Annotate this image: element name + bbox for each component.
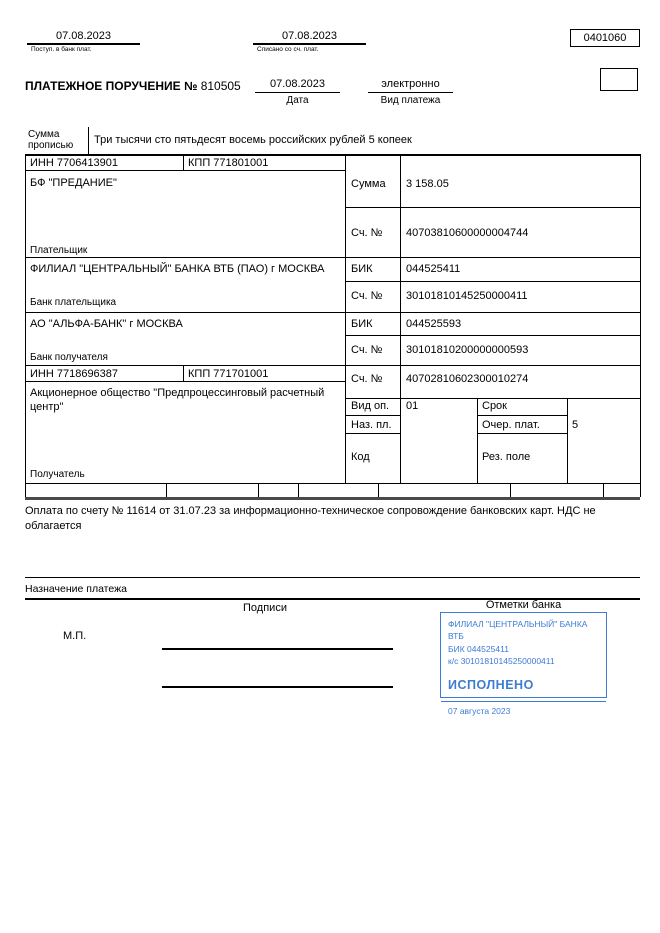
table-border [477, 415, 567, 416]
table-border [477, 433, 567, 434]
payer-bank-bik: 044525411 [406, 263, 461, 275]
stamp-corr-account: к/с 30101810145250000411 [448, 655, 555, 666]
date-debited-field [253, 30, 366, 53]
table-border [25, 257, 640, 258]
document-title-label: ПЛАТЕЖНОЕ ПОРУЧЕНИЕ № [25, 79, 198, 93]
table-border [345, 398, 640, 399]
form-code: 0401060 [583, 32, 627, 44]
payer-bank-bik-label: БИК [351, 263, 373, 275]
payee-bank-name: АО "АЛЬФА-БАНК" г МОСКВА [30, 318, 183, 330]
table-border [345, 415, 400, 416]
payer-name: БФ "ПРЕДАНИЕ" [30, 177, 117, 189]
payer-account: 40703810600000004744 [406, 227, 529, 239]
divider [477, 398, 478, 483]
payee-bank-account-label: Сч. № [351, 344, 383, 356]
document-title [25, 80, 241, 94]
bank-stamp [440, 612, 607, 717]
purpose-code-label: Наз. пл. [351, 419, 392, 431]
form-code-box [570, 29, 640, 47]
tax-field-divider [378, 483, 379, 497]
payee-kpp: КПП 771701001 [188, 368, 269, 380]
payer-kpp: КПП 771801001 [188, 157, 269, 169]
stamp-place-label: М.П. [63, 630, 87, 642]
table-border [25, 170, 345, 171]
payee-label: Получатель [30, 469, 85, 480]
table-border [345, 207, 640, 208]
doc-date-field [255, 78, 340, 106]
date-received-value: 07.08.2023 [27, 30, 140, 45]
table-border-right [640, 154, 641, 497]
payment-kind-field [368, 78, 453, 106]
amount-words-value: Три тысячи сто пятьдесят восемь российских рублей 5 копеек [94, 134, 412, 146]
doc-date-value: 07.08.2023 [255, 78, 340, 93]
signatures-label: Подписи [243, 602, 287, 614]
stamp-status: ИСПОЛНЕНО [448, 678, 534, 693]
table-border [345, 281, 640, 282]
date-received-label: Поступ. в банк плат. [31, 46, 92, 53]
stamp-bank-name: ФИЛИАЛ "ЦЕНТРАЛЬНЫЙ" БАНКА ВТБ [448, 619, 588, 642]
payer-inn: ИНН 7706413901 [30, 157, 119, 169]
stamp-date: 07 августа 2023 [441, 701, 606, 717]
tax-field-divider [298, 483, 299, 497]
table-border [25, 154, 640, 156]
table-border [25, 312, 640, 313]
payee-inn: ИНН 7718696387 [30, 368, 119, 380]
amount-value: 3 158.05 [406, 178, 449, 190]
code-label: Код [351, 451, 370, 463]
table-border [345, 433, 400, 434]
priority-value: 5 [572, 419, 579, 431]
op-kind-value: 01 [406, 400, 419, 412]
payer-bank-account: 30101810145250000411 [406, 290, 528, 302]
payer-account-label: Сч. № [351, 227, 383, 239]
payee-bank-account: 30101810200000000593 [406, 344, 529, 356]
payer-bank-account-label: Сч. № [351, 290, 383, 302]
payee-bank-label: Банк получателя [30, 352, 108, 363]
table-border [25, 381, 345, 382]
document-number: 810505 [200, 79, 241, 93]
divider [567, 398, 568, 483]
signature-line-1 [162, 648, 393, 650]
tax-field-divider [510, 483, 511, 497]
table-border-bottom [25, 497, 640, 500]
bank-marks-label: Отметки банка [485, 599, 562, 611]
amount-words-label: Сумма прописью [28, 129, 74, 151]
signature-line-2 [162, 686, 393, 688]
priority-label: Очер. плат. [482, 419, 540, 431]
stamp-bik: БИК 044525411 [448, 643, 509, 654]
status-code-box [600, 68, 638, 91]
payee-bank-bik: 044525593 [406, 318, 462, 330]
tax-field-divider [166, 483, 167, 497]
payment-kind-label: Вид платежа [380, 95, 441, 106]
date-debited-value: 07.08.2023 [253, 30, 366, 45]
payee-bank-bik-label: БИК [351, 318, 373, 330]
tax-field-divider [258, 483, 259, 497]
divider [183, 154, 184, 170]
date-received-field [27, 30, 140, 53]
amount-label: Сумма [351, 178, 386, 190]
divider [183, 365, 184, 381]
payer-bank-name: ФИЛИАЛ "ЦЕНТРАЛЬНЫЙ" БАНКА ВТБ (ПАО) г МОСКВА [30, 263, 325, 275]
purpose-underline [25, 577, 640, 578]
table-divider-labels [400, 154, 401, 483]
table-border-left [25, 154, 26, 497]
doc-date-label: Дата [286, 95, 309, 106]
table-border [345, 335, 640, 336]
table-border [25, 365, 640, 366]
date-debited-label: Списано со сч. плат. [257, 46, 319, 53]
table-border [25, 483, 640, 484]
payee-account: 40702810602300010274 [406, 373, 529, 385]
op-kind-label: Вид оп. [351, 400, 390, 412]
payment-kind-value: электронно [368, 78, 453, 93]
payer-bank-label: Банк плательщика [30, 297, 117, 308]
payer-label: Плательщик [30, 245, 88, 256]
purpose-text: Оплата по счету № 11614 от 31.07.23 за информационно-техническое сопровождение банковских карт. НДС не облагается [25, 505, 596, 533]
purpose-label: Назначение платежа [25, 583, 127, 595]
divider [88, 127, 89, 154]
payee-name: Акционерное общество "Предпроцессинговый расчетный центр" [30, 387, 325, 414]
payee-account-label: Сч. № [351, 373, 383, 385]
tax-field-divider [603, 483, 604, 497]
term-label: Срок [482, 400, 507, 412]
reserve-field-label: Рез. поле [482, 451, 531, 463]
